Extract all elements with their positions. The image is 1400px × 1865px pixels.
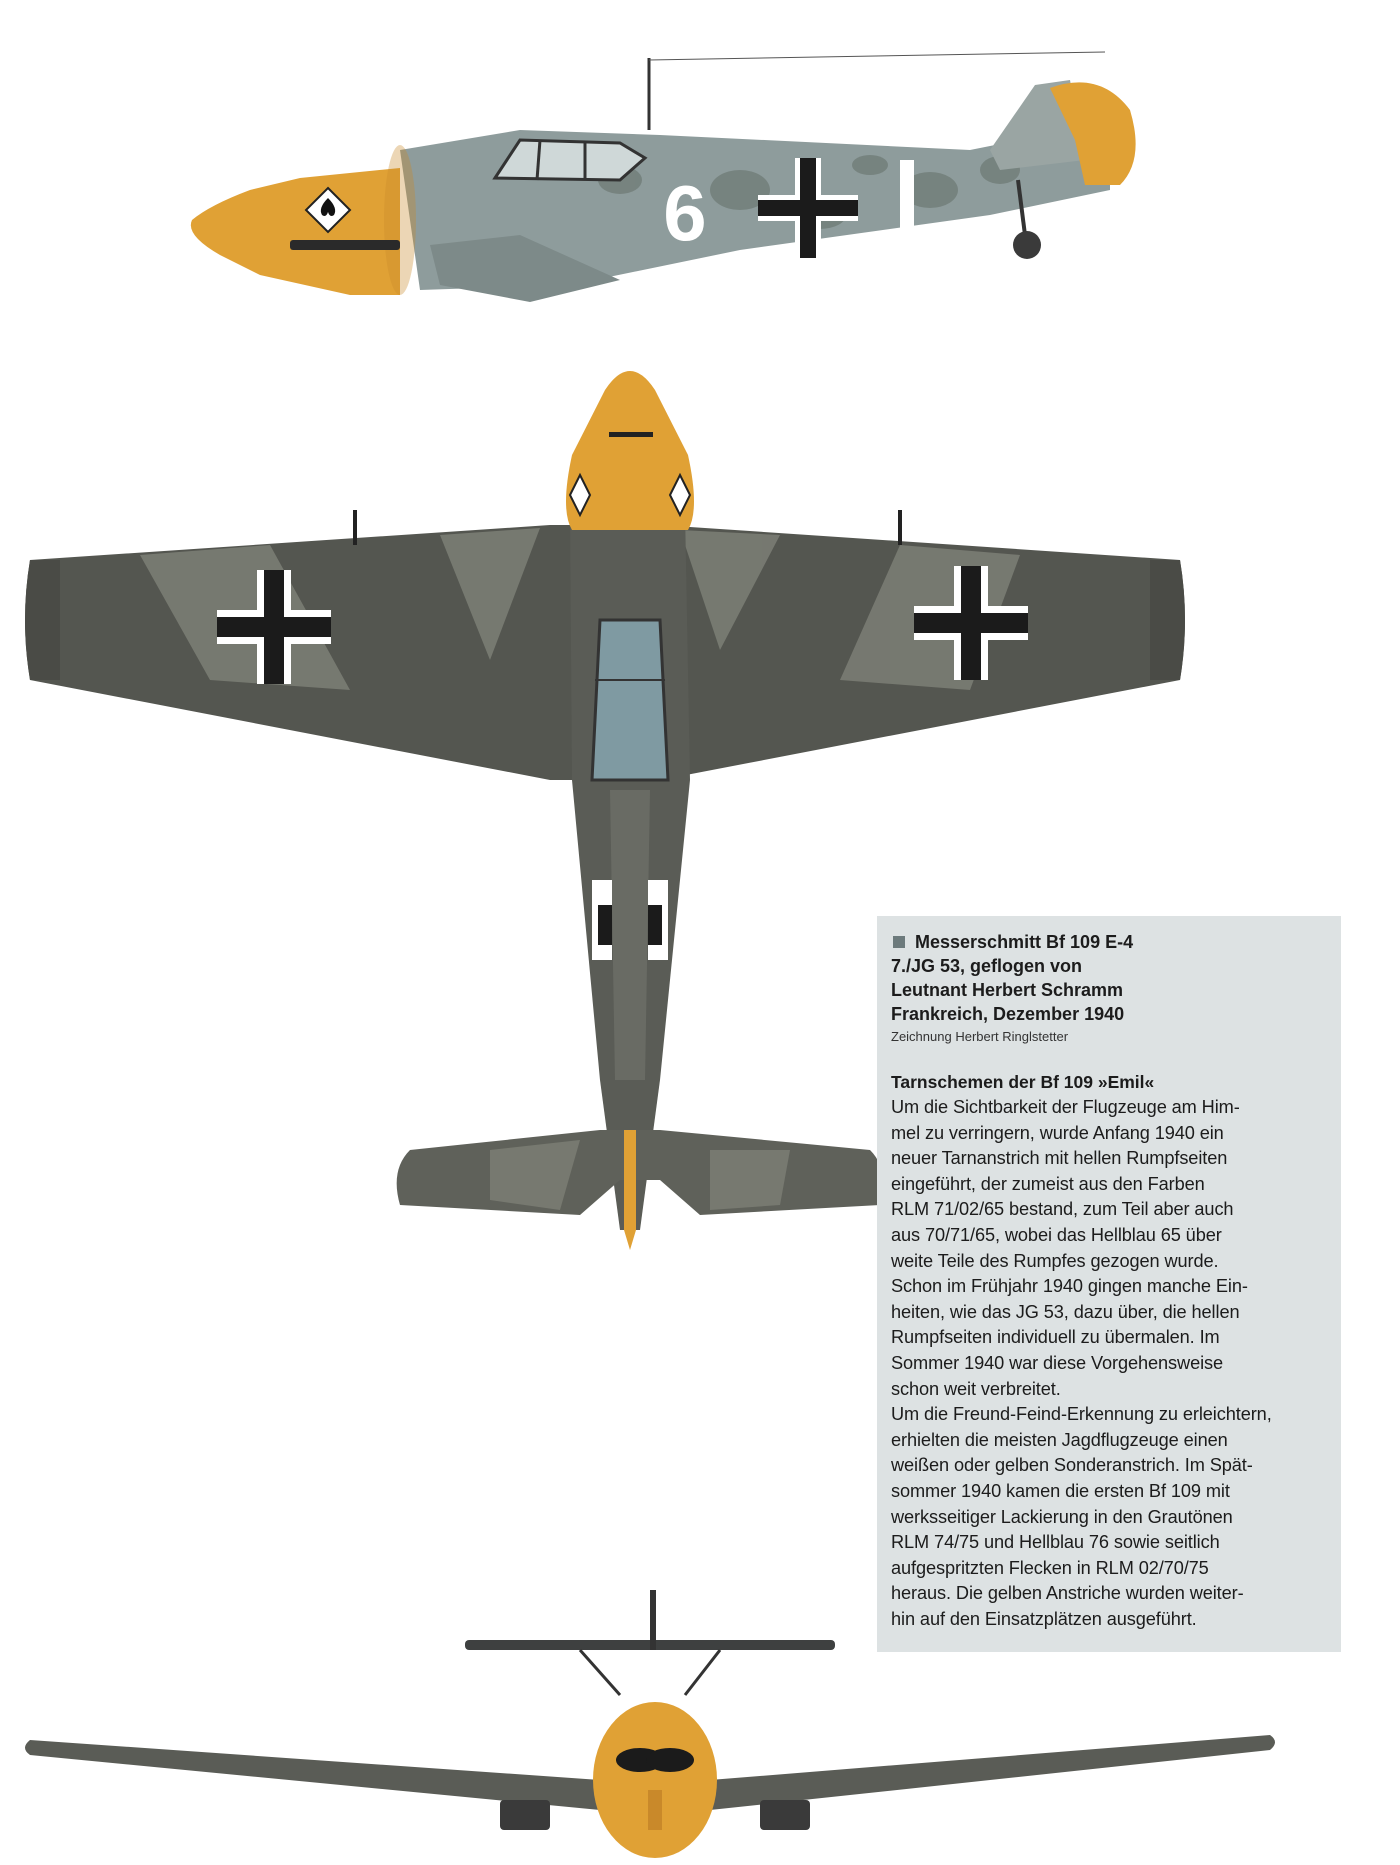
cockpit-canopy (495, 140, 645, 180)
caption-credit: Zeichnung Herbert Ringlstetter (891, 1029, 1069, 1044)
article-line: weite Teile des Rumpfes gezogen wurde. (891, 1250, 1219, 1271)
article-line: RLM 74/75 und Hellblau 76 sowie seitlich (891, 1532, 1220, 1553)
antenna-wire (649, 52, 1105, 60)
article-line: heiten, wie das JG 53, dazu über, die hellen (891, 1301, 1240, 1322)
front-nose (593, 1702, 717, 1858)
article-line: Schon im Frühjahr 1940 gingen manche Ein- (891, 1276, 1248, 1297)
yellow-nose (191, 168, 400, 295)
article-line: sommer 1940 kamen die ersten Bf 109 mit (891, 1480, 1230, 1501)
article-heading: Tarnschemen der Bf 109 »Emil« (891, 1072, 1155, 1092)
bullet-square-icon (893, 936, 905, 948)
caption-title: Messerschmitt Bf 109 E-4 (915, 932, 1134, 952)
article-line: eingeführt, der zumeist aus den Farben (891, 1173, 1205, 1194)
article-line: heraus. Die gelben Anstriche wurden weiter- (891, 1583, 1244, 1604)
rudder-top (624, 1130, 636, 1250)
canopy-top (592, 620, 668, 780)
caption-location: Frankreich, Dezember 1940 (891, 1004, 1125, 1024)
exhaust-stacks (290, 240, 400, 250)
article-line: Sommer 1940 war diese Vorgehensweise (891, 1352, 1224, 1373)
article-line: hin auf den Einsatzplätzen ausgeführt. (891, 1608, 1197, 1629)
tailwheel (1013, 231, 1041, 259)
caption-pilot: Leutnant Herbert Schramm (891, 980, 1124, 1000)
fuselage-number: 6 (663, 169, 707, 257)
article-line: mel zu verringern, wurde Anfang 1940 ein (891, 1122, 1224, 1143)
caption-title-row (891, 930, 1327, 954)
front-wing-left (25, 1740, 600, 1810)
article-line: schon weit verbreitet. (891, 1378, 1061, 1399)
article-line: Um die Sichtbarkeit der Flugzeuge am Him- (891, 1097, 1240, 1117)
article-line: RLM 71/02/65 bestand, zum Teil aber auch (891, 1199, 1234, 1220)
article-line: werksseitiger Lackierung in den Grautönen (891, 1506, 1233, 1527)
front-wing-right (710, 1735, 1275, 1810)
article-line: Um die Freund-Feind-Erkennung zu erleichtern, (891, 1404, 1272, 1425)
article-line: neuer Tarnanstrich mit hellen Rumpfseiten (891, 1148, 1228, 1169)
caption-box (877, 916, 1341, 1652)
article-line: Rumpfseiten individuell zu übermalen. Im (891, 1327, 1220, 1348)
caption-unit: 7./JG 53, geflogen von (891, 956, 1083, 976)
article-line: aufgespritzten Flecken in RLM 02/70/75 (891, 1557, 1209, 1578)
side-profile-illustration (100, 40, 1240, 320)
gruppe-bar (900, 160, 914, 232)
article-line: weißen oder gelben Sonderanstrich. Im Spät- (891, 1455, 1253, 1476)
article-body (891, 1095, 1327, 1632)
article-line: erhielten die meisten Jagdflugzeuge einen (891, 1429, 1228, 1450)
article-line: aus 70/71/65, wobei das Hellblau 65 über (891, 1224, 1222, 1245)
